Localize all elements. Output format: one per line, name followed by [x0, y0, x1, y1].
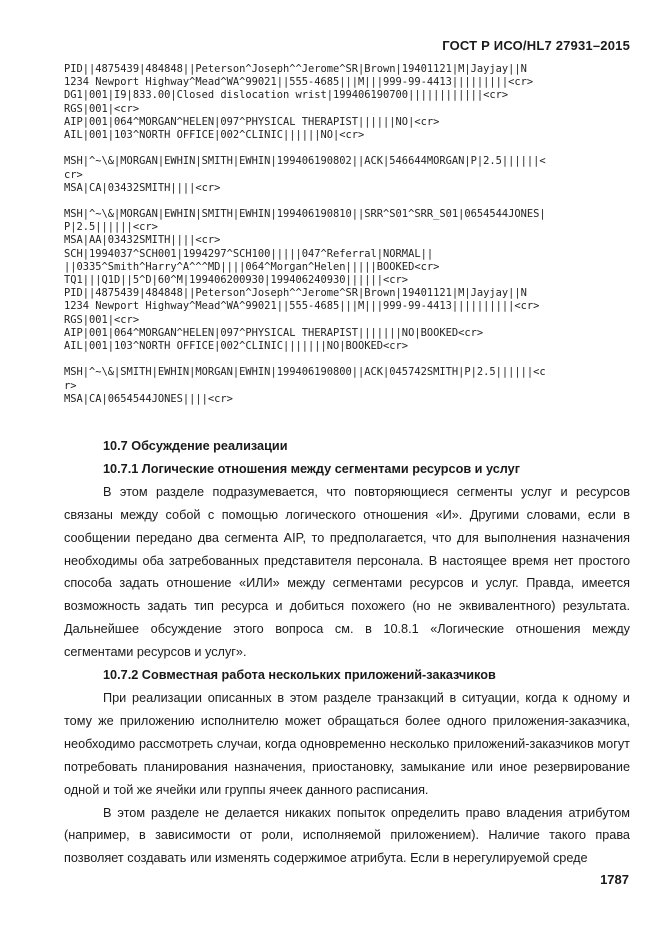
code-line: AIP|001|064^MORGAN^HELEN|097^PHYSICAL THERAPIST||||||NO|<cr>	[64, 115, 440, 128]
code-line: 1234 Newport Highway^Mead^WA^99021||555-4685|||M|||999-99-4413|||||||||<cr>	[64, 76, 534, 89]
code-line: ||0335^Smith^Harry^A^^^MD||||064^Morgan^Helen|||||BOOKED<cr>	[64, 260, 440, 273]
code-line: MSH|^~\&|SMITH|EWHIN|MORGAN|EWHIN|199406190800||ACK|045742SMITH|P|2.5||||||<c	[64, 366, 546, 379]
code-line: PID||4875439|484848||Peterson^Joseph^^Jerome^SR|Brown|19401121|M|Jayjay||N	[64, 287, 527, 300]
paragraph: В этом разделе не делается никаких попыток определить право владения атрибутом (например, в зависимости от роли, исполняемой приложением). Наличие такого права позволяет создавать или изменять содержимое атрибута. Если в нерегулируемой среде	[64, 805, 630, 866]
section-heading-10-7-1: 10.7.1 Логические отношения между сегментами ресурсов и услуг	[103, 461, 521, 476]
code-spacer	[64, 353, 634, 366]
code-line: MSH|^~\&|MORGAN|EWHIN|SMITH|EWHIN|199406190802||ACK|546644MORGAN|P|2.5||||||<	[64, 155, 546, 168]
document-header: ГОСТ Р ИСО/HL7 27931–2015	[442, 38, 630, 53]
code-line: MSH|^~\&|MORGAN|EWHIN|SMITH|EWHIN|199406190810||SRR^S01^SRR_S01|0654544JONES|	[64, 208, 546, 221]
code-line: DG1|001|I9|833.00|Closed dislocation wrist|199406190700||||||||||||<cr>	[64, 89, 509, 102]
code-line: AIL|001|103^NORTH OFFICE|002^CLINIC|||||||NO|BOOKED<cr>	[64, 339, 409, 352]
code-line: P|2.5||||||<cr>	[64, 221, 158, 234]
code-line: AIP|001|064^MORGAN^HELEN|097^PHYSICAL THERAPIST|||||||NO|BOOKED<cr>	[64, 326, 484, 339]
document-body	[64, 435, 630, 870]
code-line: AIL|001|103^NORTH OFFICE|002^CLINIC||||||NO|<cr>	[64, 128, 365, 141]
code-line: TQ1|||Q1D||5^D|60^M|199406200930|199406240930||||||<cr>	[64, 274, 409, 286]
section-heading-10-7: 10.7 Обсуждение реализации	[103, 439, 288, 453]
code-line: SCH|1994037^SCH001|1994297^SCH100|||||047^Referral|NORMAL||	[64, 247, 434, 260]
code-line: RGS|001|<cr>	[64, 313, 140, 326]
code-line: r>	[64, 379, 77, 392]
code-spacer	[64, 195, 634, 208]
code-line: MSA|CA|03432SMITH||||<cr>	[64, 181, 221, 194]
code-line: MSA|AA|03432SMITH||||<cr>	[64, 234, 221, 247]
code-spacer	[64, 142, 634, 155]
code-line: cr>	[64, 168, 83, 181]
paragraph: При реализации описанных в этом разделе транзакций в ситуации, когда к одному и тому же приложению исполнителю может обращаться более одного приложения-заказчика, необходимо рассмотреть случаи, когда одновременно несколько приложений-заказчиков могут потребовать планирования назначения, приостановку, замыкание или иное резервирование одной и той же ячейки или группы ячеек данного расписания.	[64, 690, 630, 797]
code-line: MSA|CA|0654544JONES||||<cr>	[64, 392, 233, 405]
code-line: 1234 Newport Highway^Mead^WA^99021||555-4685|||M|||999-99-4413||||||||||<cr>	[64, 300, 540, 313]
paragraph: В этом разделе подразумевается, что повторяющиеся сегменты услуг и ресурсов связаны между собой с помощью логического отношения «И». Другими словами, если в сообщении передано два сегмента AIP, то предполагается, что для выполнения назначения необходимы оба затребованных представителя персонала. В настоящее время нет простого способа задать отношение «ИЛИ» между сегментами ресурсов и услуг. Правда, имеется возможность задать тип ресурса и добиться похожего (но не эквивалентного) результата. Дальнейшее обсуждение этого вопроса см. в 10.8.1 «Логические отношения между сегментами ресурсов и услуг».	[64, 484, 630, 660]
hl7-message-listing	[64, 63, 634, 406]
code-line: PID||4875439|484848||Peterson^Joseph^^Jerome^SR|Brown|19401121|M|Jayjay||N	[64, 63, 527, 75]
code-line: RGS|001|<cr>	[64, 102, 140, 115]
page-number: 1787	[600, 872, 629, 887]
section-heading-10-7-2: 10.7.2 Совместная работа нескольких приложений-заказчиков	[103, 668, 496, 683]
